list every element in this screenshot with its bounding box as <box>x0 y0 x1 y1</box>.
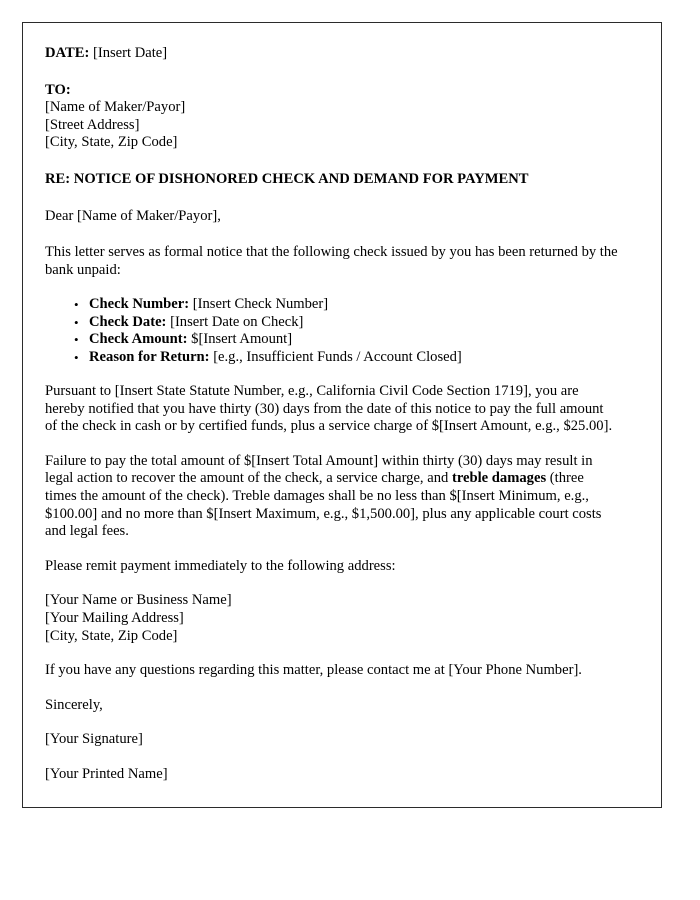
failure-paragraph <box>45 453 618 541</box>
list-item <box>89 314 618 331</box>
to-address-line-3: [City, State, Zip Code] <box>45 134 178 151</box>
failure-paragraph-part2: (three times the amount of the check). Treble damages shall be no less than $[Insert Minimum, e.g., $100.00] and no more than $[Insert Maximum, e.g., $1,500.00], plus any applicable court costs and legal fees. <box>45 470 602 540</box>
reason-for-return-value: [e.g., Insufficient Funds / Account Closed] <box>213 348 462 365</box>
spacer <box>45 279 618 296</box>
list-item <box>89 349 618 366</box>
list-item <box>89 331 618 348</box>
to-address-line-1: [Name of Maker/Payor] <box>45 99 186 116</box>
statute-paragraph: Pursuant to [Insert State Statute Number, e.g., California Civil Code Section 1719], you are hereby notified that you have thirty (30) days from the date of this notice to pay the full amount of the check in cash or by certified funds, plus a service charge of $[Insert Amount, e.g., $25.00]. <box>45 382 613 435</box>
contact-paragraph: If you have any questions regarding this matter, please contact me at [Your Phone Number]. <box>45 662 582 679</box>
check-date-label: Check Date: <box>89 313 167 330</box>
check-amount-value: $[Insert Amount] <box>191 331 293 348</box>
spacer <box>45 152 618 171</box>
remit-instruction: Please remit payment immediately to the following address: <box>45 557 396 574</box>
spacer <box>45 225 618 244</box>
document-page <box>22 22 662 808</box>
list-item <box>89 296 618 313</box>
spacer <box>45 366 618 383</box>
treble-damages-emphasis: treble damages <box>451 470 547 487</box>
reason-for-return-label: Reason for Return: <box>89 348 210 365</box>
date-label: DATE: <box>45 45 90 61</box>
salutation: Dear [Name of Maker/Payor], <box>45 207 221 224</box>
date-line <box>45 45 618 63</box>
remit-address-line-2: [Your Mailing Address] <box>45 609 184 626</box>
remit-address-line-3: [City, State, Zip Code] <box>45 627 178 644</box>
letter-body <box>45 45 618 783</box>
to-address-line-2: [Street Address] <box>45 116 140 133</box>
check-date-value: [Insert Date on Check] <box>170 313 304 330</box>
check-number-label: Check Number: <box>89 296 190 313</box>
spacer <box>45 645 618 662</box>
spacer <box>45 189 618 208</box>
printed-name-line: [Your Printed Name] <box>45 765 168 782</box>
signature-line: [Your Signature] <box>45 731 143 748</box>
subject-line: RE: NOTICE OF DISHONORED CHECK AND DEMAND FOR PAYMENT <box>45 170 529 187</box>
check-number-value: [Insert Check Number] <box>192 296 329 313</box>
spacer <box>45 63 618 82</box>
closing: Sincerely, <box>45 696 103 713</box>
to-label: TO: <box>45 81 71 98</box>
intro-paragraph: This letter serves as formal notice that the following check issued by you has been returned by the bank unpaid: <box>45 244 618 278</box>
check-details-list <box>45 296 618 366</box>
spacer <box>45 436 618 453</box>
remit-address-line-1: [Your Name or Business Name] <box>45 592 232 609</box>
spacer <box>45 749 618 766</box>
spacer <box>45 575 618 592</box>
date-value: [Insert Date] <box>92 45 168 61</box>
check-amount-label: Check Amount: <box>89 331 188 348</box>
spacer <box>45 680 618 697</box>
spacer <box>45 541 618 558</box>
failure-paragraph-part1: Failure to pay the total amount of $[Insert Total Amount] within thirty (30) days may result in legal action to recover the amount of the check, a service charge, and <box>45 452 593 487</box>
spacer <box>45 714 618 731</box>
